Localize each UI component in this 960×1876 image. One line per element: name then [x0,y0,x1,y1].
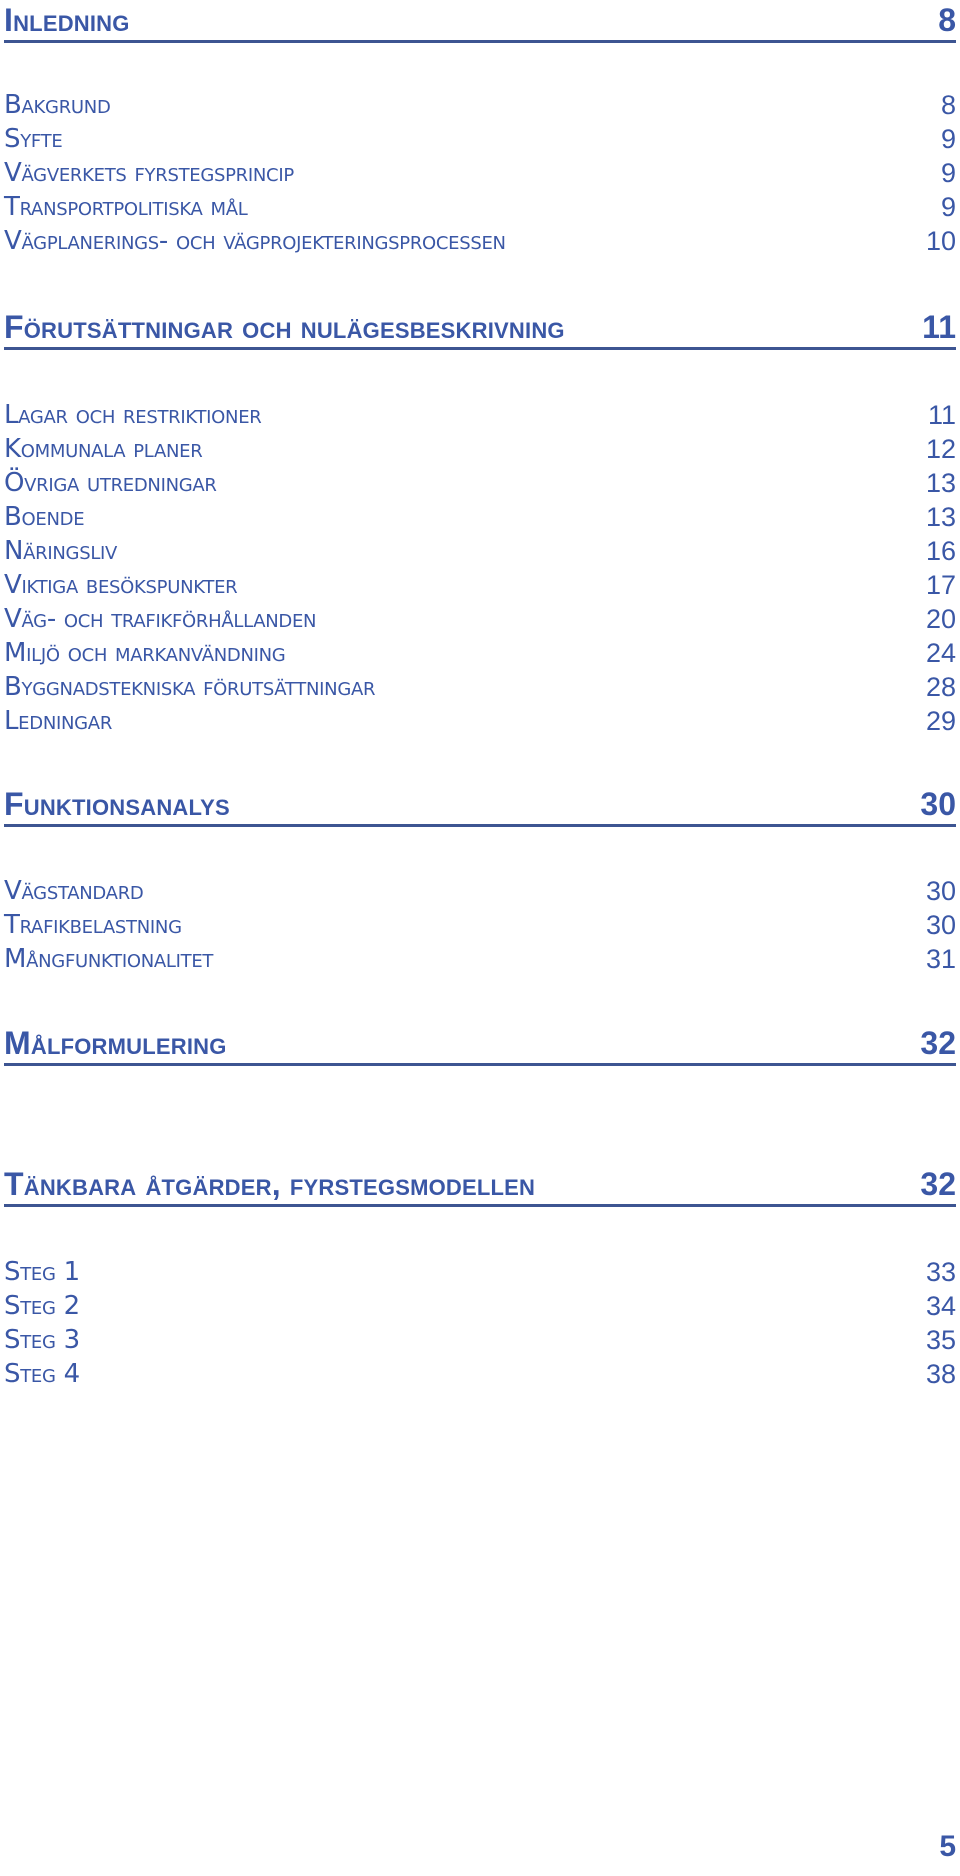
toc-entry-page: 9 [940,124,956,154]
toc-heading-title: Funktionsanalys [4,786,230,822]
toc-heading-page: 32 [920,1025,956,1061]
toc-entry[interactable] [4,400,956,430]
toc-entry[interactable] [4,910,956,940]
toc-entry-title: Boende [4,502,85,532]
toc-entry-title: Kommunala planer [4,434,203,464]
toc-entry[interactable] [4,124,956,154]
toc-entry-page: 12 [925,434,956,464]
toc-entry-page: 33 [925,1257,956,1287]
toc-entry-page: 20 [925,604,956,634]
toc-heading-title: Förutsättningar och nulägesbeskrivning [4,309,565,345]
toc-entry-page: 17 [925,570,956,600]
toc-entry-title: Syfte [4,124,63,154]
toc-entry[interactable] [4,536,956,566]
toc-heading-title: Inledning [4,2,130,38]
toc-entry[interactable] [4,876,956,906]
toc-heading-malformulering[interactable] [4,1025,956,1066]
toc-entry-title: Näringsliv [4,536,118,566]
toc-heading-funktionsanalys[interactable] [4,786,956,827]
page-number: 5 [939,1830,956,1863]
toc-entry-title: Byggnadstekniska förutsättningar [4,672,376,702]
toc-entry-title: Trafikbelastning [4,910,182,940]
toc-entry[interactable] [4,1325,956,1355]
toc-entry-title: Lagar och restriktioner [4,400,262,430]
toc-entry-title: Vägstandard [4,876,144,906]
toc-entry-title: Steg 3 [4,1325,80,1355]
toc-entry-title: Övriga utredningar [4,468,217,498]
toc-entry-title: Steg 2 [4,1291,80,1321]
toc-entry[interactable] [4,192,956,222]
toc-entry-page: 38 [925,1359,956,1389]
toc-entry-title: Bakgrund [4,90,111,120]
toc-heading-page: 11 [922,309,956,345]
toc-entry[interactable] [4,502,956,532]
toc-entry-page: 30 [925,876,956,906]
toc-heading-page: 30 [920,786,956,822]
toc-entry[interactable] [4,672,956,702]
toc-entry-page: 16 [925,536,956,566]
toc-entry[interactable] [4,1291,956,1321]
toc-heading-title: Tänkbara åtgärder, fyrstegsmodellen [4,1166,536,1202]
toc-entry[interactable] [4,90,956,120]
toc-entry[interactable] [4,468,956,498]
toc-entry[interactable] [4,706,956,736]
toc-heading-page: 8 [938,2,956,38]
toc-entry-page: 31 [925,944,956,974]
toc-entry[interactable] [4,1257,956,1287]
toc-entry-title: Mångfunktionalitet [4,944,214,974]
toc-entry-title: Transportpolitiska mål [4,192,248,222]
toc-heading-inledning[interactable] [4,2,956,43]
toc-entry-title: Steg 1 [4,1257,80,1287]
toc-entry[interactable] [4,1359,956,1389]
toc-entry-page: 29 [925,706,956,736]
toc-entry[interactable] [4,638,956,668]
toc-entry-page: 8 [940,90,956,120]
toc-entry[interactable] [4,570,956,600]
toc-entry-page: 11 [927,400,956,430]
toc-entry-title: Steg 4 [4,1359,80,1389]
toc-heading-forutsattningar[interactable] [4,309,956,350]
toc-entry[interactable] [4,604,956,634]
toc-entry[interactable] [4,226,956,256]
toc-entry-title: Vägverkets fyrstegsprincip [4,158,294,188]
toc-entry-page: 34 [925,1291,956,1321]
toc-entry-title: Väg- och trafikförhållanden [4,604,317,634]
toc-entry[interactable] [4,158,956,188]
toc-entry-page: 28 [925,672,956,702]
toc-entry-page: 13 [925,468,956,498]
toc-heading-title: Målformulering [4,1025,227,1061]
toc-entry-title: Ledningar [4,706,113,736]
toc-entry-page: 13 [925,502,956,532]
toc-entry-title: Vägplanerings- och vägprojekteringsprocessen [4,226,506,256]
toc-entry-page: 9 [940,158,956,188]
toc-entry[interactable] [4,944,956,974]
toc-entry-title: Viktiga besökspunkter [4,570,238,600]
toc-entry-page: 24 [925,638,956,668]
toc-entry[interactable] [4,434,956,464]
toc-entry-page: 35 [925,1325,956,1355]
toc-heading-tankbara-atgarder[interactable] [4,1166,956,1207]
toc-entry-page: 9 [940,192,956,222]
toc-entry-page: 10 [925,226,956,256]
toc-heading-page: 32 [920,1166,956,1202]
toc-entry-page: 30 [925,910,956,940]
toc-entry-title: Miljö och markanvändning [4,638,286,668]
